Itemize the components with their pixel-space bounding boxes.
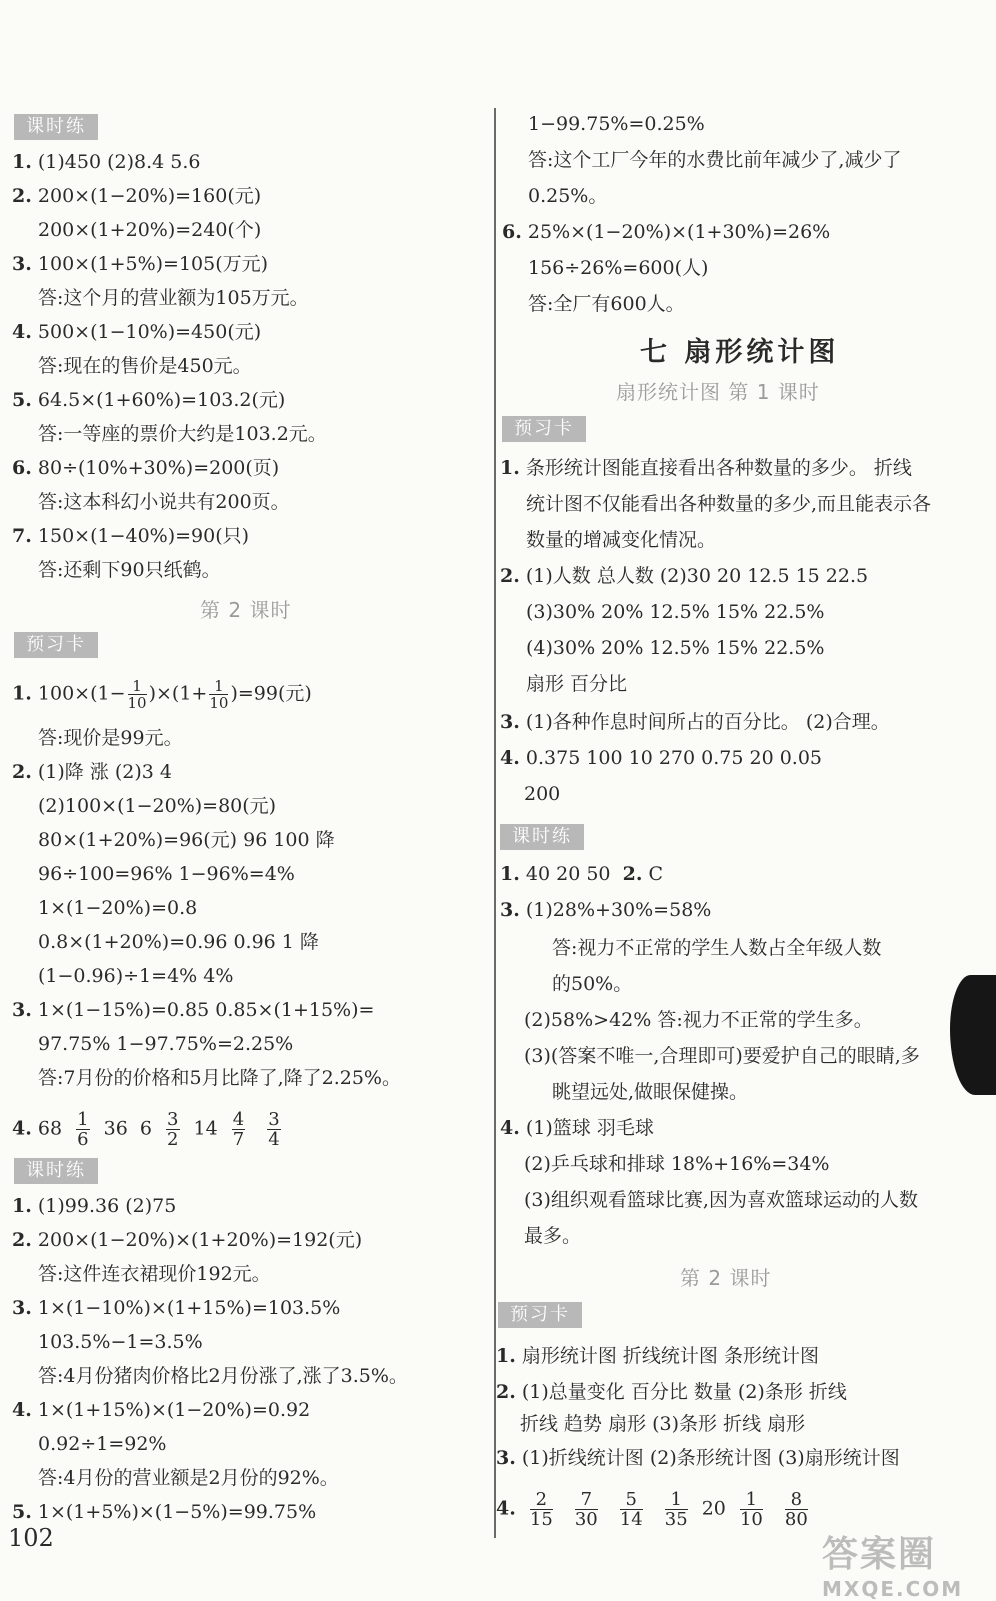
column-divider [494,108,496,1538]
answer-line: 3. 100×(1+5%)=105(万元) [12,253,269,275]
section-tag-practice: 课时练 [14,114,98,140]
answer-line: 4. (1)篮球 羽毛球 [500,1117,654,1139]
answer-line: 折线 趋势 扇形 (3)条形 折线 扇形 [520,1413,806,1435]
answer-line: 3. 1×(1−10%)×(1+15%)=103.5% [12,1297,341,1319]
answer-line: 96÷100=96% 1−96%=4% [38,863,295,885]
answer-line: 3. (1)各种作息时间所占的百分比。 (2)合理。 [500,711,890,733]
answer-line: 5. 1×(1+5%)×(1−5%)=99.75% [12,1501,317,1523]
answer-line: 6. 80÷(10%+30%)=200(页) [12,457,280,479]
answer-line: 5. 64.5×(1+60%)=103.2(元) [12,389,286,411]
answer-line: 答:现价是99元。 [38,727,183,749]
answer-line: 3. (1)折线统计图 (2)条形统计图 (3)扇形统计图 [496,1447,900,1469]
answer-line: 4. 500×(1−10%)=450(元) [12,321,262,343]
watermark-url: MXQE.COM [822,1577,964,1601]
answer-line: 6. 25%×(1−20%)×(1+30%)=26% [502,221,831,243]
lesson-subtitle: 第 2 课时 [680,1266,772,1290]
answer-line: 200 [524,783,561,805]
fraction: $\frac{2}{15}$ [529,1489,553,1530]
answer-line: (3)组织观看篮球比赛,因为喜欢篮球运动的人数 [524,1189,918,1211]
answer-line: 1. 条形统计图能直接看出各种数量的多少。 折线 [500,457,912,479]
section-tag-preview: 预习卡 [502,416,586,442]
answer-line: 答:4月份的营业额是2月份的92%。 [38,1467,339,1489]
answer-line: 答:全厂有600人。 [528,293,685,315]
section-tag-practice: 课时练 [14,1158,98,1184]
answer-line: 1. 扇形统计图 折线统计图 条形统计图 [496,1345,819,1367]
answer-line: 答:4月份猪肉价格比2月份涨了,涨了3.5%。 [38,1365,408,1387]
answer-line: 7. 150×(1−40%)=90(只) [12,525,250,547]
answer-line: 1. 40 20 50 2. C [500,863,664,885]
answer-line: 0.92÷1=92% [38,1433,167,1455]
answer-line: 1. (1)99.36 (2)75 [12,1195,177,1217]
answer-line: 97.75% 1−97.75%=2.25% [38,1033,294,1055]
answer-line: 0.8×(1+20%)=0.96 0.96 1 降 [38,931,319,953]
answer-line: 答:一等座的票价大约是103.2元。 [38,423,327,445]
answer-line: 4. $\frac{2}{15}$ $\frac{7}{30}$ $\frac{5}{14}$ $\frac{1}{35}$ 20 $\frac{1}{10}$ $\frac{8}{80}$ [496,1489,808,1530]
answer-line: 答:这本科幻小说共有200页。 [38,491,290,513]
answer-line: 80×(1+20%)=96(元) 96 100 降 [38,829,335,851]
answer-line: (2)乒乓球和排球 18%+16%=34% [524,1153,830,1175]
watermark-text: 答案圈 [822,1534,937,1575]
answer-line: (1−0.96)÷1=4% 4% [38,965,234,987]
section-tag-practice: 课时练 [500,824,584,850]
answer-line: 156÷26%=600(人) [528,257,709,279]
answer-line: 1×(1−20%)=0.8 [38,897,198,919]
answer-line: 2. (1)人数 总人数 (2)30 20 12.5 15 22.5 [500,565,869,587]
answer-line: 的50%。 [552,973,633,995]
fraction: $\frac{5}{14}$ [619,1489,643,1530]
answer-line: 2. 200×(1−20%)×(1+20%)=192(元) [12,1229,363,1251]
answer-line: 答:现在的售价是450元。 [38,355,252,377]
answer-line: 扇形 百分比 [526,673,628,695]
fraction: $\frac{8}{80}$ [784,1489,808,1530]
scan-ink-blot [950,975,996,1095]
answer-line: 答:这件连衣裙现价192元。 [38,1263,271,1285]
section-tag-preview: 预习卡 [14,632,98,658]
answer-line: 103.5%−1=3.5% [38,1331,203,1353]
chapter-title: 七 扇形统计图 [640,337,840,368]
answer-line: 统计图不仅能看出各种数量的多少,而且能表示各 [526,493,932,515]
answer-line: 答:7月份的价格和5月比降了,降了2.25%。 [38,1067,401,1089]
answer-line: 2. 200×(1−20%)=160(元) [12,185,262,207]
watermark-logo [822,1526,982,1601]
answer-line: 3. 1×(1−15%)=0.85 0.85×(1+15%)= [12,999,375,1021]
answer-line: 4. 68 $\frac{1}{6}$ 36 6 $\frac{3}{2}$ 14 $\frac{4}{7}$ $\frac{3}{4}$ [12,1109,280,1150]
answer-line: (3)(答案不唯一,合理即可)要爱护自己的眼睛,多 [524,1045,920,1067]
section-tag-preview: 预习卡 [498,1302,582,1328]
fraction: $\frac{1}{10}$ [739,1489,763,1530]
fraction: $\frac{1}{35}$ [664,1489,688,1530]
answer-line: (2)100×(1−20%)=80(元) [38,795,277,817]
lesson-subtitle: 扇形统计图 第 1 课时 [616,380,820,404]
answer-line: 1−99.75%=0.25% [528,113,705,135]
answer-line: 1. 100×(1− $\frac{1}{10}$ )×(1+ $\frac{1}{10}$ )=99(元) [12,677,312,712]
page-number: 102 [8,1524,54,1552]
answer-line: 200×(1+20%)=240(个) [38,219,262,241]
answer-line: (3)30% 20% 12.5% 15% 22.5% [526,601,825,623]
answer-line: 4. 1×(1+15%)×(1−20%)=0.92 [12,1399,311,1421]
answer-line: 1. (1)450 (2)8.4 5.6 [12,151,201,173]
answer-line: 3. (1)28%+30%=58% [500,899,712,921]
answer-line: 眺望远处,做眼保健操。 [552,1081,749,1103]
answer-line: 答:还剩下90只纸鹤。 [38,559,221,581]
answer-line: 数量的增减变化情况。 [526,529,717,551]
answer-line: (4)30% 20% 12.5% 15% 22.5% [526,637,825,659]
answer-line: (2)58%>42% 答:视力不正常的学生多。 [524,1009,873,1031]
lesson-subtitle: 第 2 课时 [200,598,292,622]
answer-line: 答:这个工厂今年的水费比前年减少了,减少了 [528,149,902,171]
answer-line: 0.25%。 [528,185,608,207]
answer-line: 4. 0.375 100 10 270 0.75 20 0.05 [500,747,823,769]
fraction: $\frac{7}{30}$ [574,1489,598,1530]
answer-line: 答:这个月的营业额为105万元。 [38,287,309,309]
answer-line: 答:视力不正常的学生人数占全年级人数 [552,937,882,959]
answer-line: 2. (1)降 涨 (2)3 4 [12,761,173,783]
answer-line: 最多。 [524,1225,582,1247]
answer-line: 2. (1)总量变化 百分比 数量 (2)条形 折线 [496,1381,847,1403]
